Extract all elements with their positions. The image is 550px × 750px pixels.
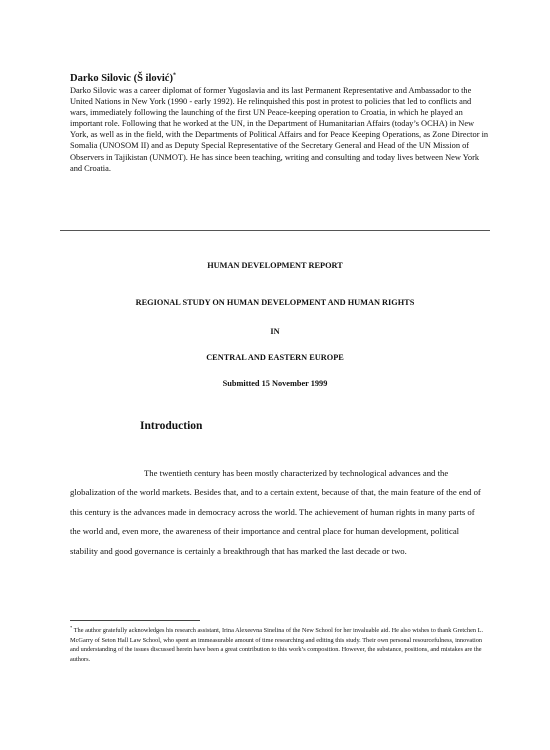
- report-submitted-date: Submitted 15 November 1999: [222, 379, 328, 388]
- footnote-divider: [70, 620, 200, 621]
- footnote-text: The author gratefully acknowledges his research assistant, Irina Alexeevna Sinelina of the New School for her invaluable aid. He also wishes to thank Gretchen L. McGarry of Seton Hall Law School, who spent an immeasurable amount of time researching and editing this study. Their own personal resourcefulness, innovation and understanding of the issues discussed herein have been a great contribution to this work’s composition. However, the substance, positions, and mistakes are the authors.: [70, 627, 484, 663]
- report-title: REGIONAL STUDY ON HUMAN DEVELOPMENT AND HUMAN RIGHTS: [135, 298, 415, 307]
- introduction-heading: Introduction: [140, 420, 203, 432]
- report-in: IN: [270, 327, 280, 336]
- author-bio: [70, 72, 490, 174]
- author-name-text: Darko Silovic (Š ilović): [70, 73, 173, 84]
- report-region: CENTRAL AND EASTERN EUROPE: [206, 353, 344, 362]
- section-divider: [60, 230, 490, 231]
- footnote-marker-bottom: *: [70, 624, 73, 630]
- footnote-marker[interactable]: *: [172, 72, 176, 79]
- author-name: [70, 72, 490, 85]
- author-bio-text: Darko Silovic was a career diplomat of former Yugoslavia and its last Permanent Representative and Ambassador to the United Nations in New York (1990 - early 1992). He relinquished this post in protest to policies that led to conflicts and wars, immediately following the launching of the first UN Peace-keeping operation to Croatia, in which he played an important role. Following that he worked at the UN, in the Department of Humanitarian Affairs (today’s OCHA) in New York, as well as in the field, with the Departments of Political Affairs and for Peace Keeping Operations, as Zone Director in Somalia (UNOSOM II) and as Deputy Special Representative of the Secretary General and Head of the UN Mission of Observers in Tajikistan (UNMOT). He has since been teaching, writing and consulting and today lives between New York and Croatia.: [70, 86, 489, 173]
- report-series-heading: HUMAN DEVELOPMENT REPORT: [207, 261, 343, 270]
- footnote: [70, 626, 490, 664]
- introduction-paragraph: The twentieth century has been mostly characterized by technological advances and the globalization of the world markets. Besides that, and to a certain extent, because of that, the main feature of the end of this century is the advances made in democracy across the world. The achievement of human rights in many parts of the world and, even more, the awareness of their importance and central place for human development, political stability and good governance is certainly a breakthrough that has marked the last decade or two.: [70, 468, 481, 556]
